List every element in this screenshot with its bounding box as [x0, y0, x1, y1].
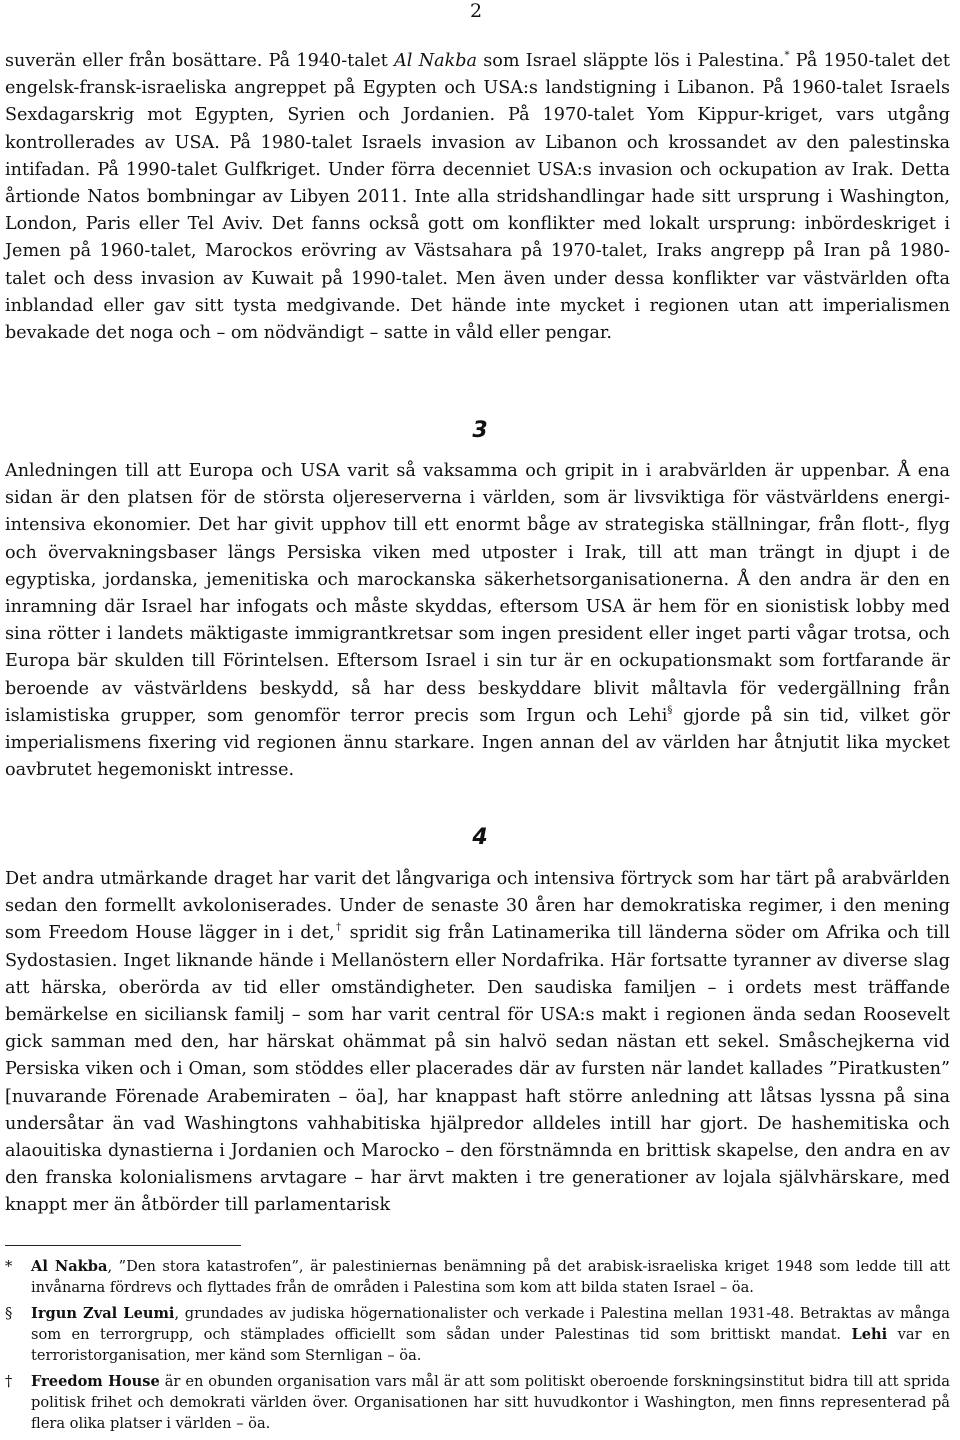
footnote-mark: §	[5, 1305, 13, 1322]
paragraph-section-4	[5, 866, 950, 1220]
footnote-term-lehi: Lehi	[851, 1326, 888, 1343]
footnote-term: Al Nakba	[31, 1258, 108, 1275]
footnote-text	[31, 1371, 950, 1434]
footnote-text	[31, 1303, 950, 1366]
paragraph-text: spridit sig från Latinamerika till länderna söder om Afrika och till Sydostasien. Inget liknande hände i Mellanöstern eller Nordafrika. Här fortsatte tyranner av diverse slag att härska, oberörda av tid eller omständigheter. Den saudiska familjen – i ordets mest träffande bemärkelse en siciliansk familj – som har varit central för USA:s makt i regionen ända sedan Roosevelt gick samman med den, har härskat ohämmat på sin halvö sedan nästan ett sekel. Småschejkerna vid Persiska viken och i Oman, som stöddes eller placerades där av fursten när landet kallades ”Piratkusten” [nuvarande Förenade Arabemiraten – öa], har knappast haft större anledning att låtsas lyssna på sina undersåtar än vad Washingtons vahhabitiska hjälpredor alldeles intill har gjort. De hashemitiska och alaouitiska dynastierna i Jordanien och Marocko – den förstnämnda en brittisk skapelse, den andra en av den franska kolonialismens arvtagare – har ärvt makten i tre generationer av lojala självhärskare, med knappt mer än åtbörder till parlamentarisk	[5, 923, 951, 1216]
footnote-mark: †	[5, 1373, 13, 1390]
footnote-mark-dagger[interactable]: †	[334, 922, 343, 934]
footnote-term: Freedom House	[31, 1373, 160, 1390]
paragraph-text: som Israel släppte lös i Palestina.	[476, 51, 785, 71]
footnote-body: , ”Den stora katastrofen”, är palestiniernas benämning på det arabisk-israeliska kriget 1948 som ledde till att invånarna fördrevs och flyttades från de områden i Palestina som kom att bilda staten Israel – öa.	[31, 1258, 950, 1296]
footnote-mark: *	[5, 1258, 13, 1275]
footnote-irgun	[5, 1303, 950, 1366]
footnote-term: Irgun Zval Leumi	[31, 1305, 175, 1322]
footnote-mark-section[interactable]: §	[667, 704, 673, 716]
paragraph-conflicts	[5, 48, 950, 347]
section-heading-3: 3	[472, 418, 488, 443]
footnote-text	[31, 1256, 950, 1298]
footnote-al-nakba	[5, 1256, 950, 1298]
paragraph-section-3	[5, 458, 950, 784]
emphasis-al-nakba: Al Nakba	[394, 51, 477, 71]
footnote-body: , grundades av judiska högernationalister och verkade i Palestina mellan 1931-48. Betraktas av många som en terrorgrupp, och stämplades officiellt som sådan under Palestinas tid som brittiskt mandat.	[31, 1305, 950, 1343]
page-number: 2	[470, 0, 483, 22]
footnotes	[5, 1256, 950, 1439]
footnote-mark-asterisk[interactable]: *	[784, 50, 790, 61]
section-heading-4: 4	[472, 825, 488, 850]
footnote-body: var en terroristorganisation, mer känd som Sternligan – öa.	[31, 1326, 950, 1364]
footnote-divider	[5, 1245, 241, 1246]
footnote-freedom-house	[5, 1371, 950, 1434]
paragraph-text: Anledningen till att Europa och USA varit så vaksamma och gripit in i arabvärlden är uppenbar. Å ena sidan är den platsen för de största oljereserverna i världen, som är livsviktiga för västvärldens energi-intensiva ekonomier. Det har givit upphov till ett enormt båge av strategiska ställningar, från flott-, flyg och övervakningsbaser längs Persiska viken med utposter i Irak, till att man trängt in djupt i de egyptiska, jordanska, jemenitiska och marockanska säkerhetsorganisationerna. Å den andra är den en inramning där Israel har infogats och måste skyddas, eftersom USA är hem för en sionistisk lobby med sina rötter i landets mäktigaste immigrantkretsar som ingen president eller inget parti vågar trotsa, och Europa bär skulden till Förintelsen. Eftersom Israel i sin tur är en ockupationsmakt som fortfarande är beroende av västvärldens beskydd, så har dess beskyddare blivit måltavla för vedergällning från islamistiska grupper, som genomför terror precis som Irgun och Lehi	[5, 461, 950, 726]
paragraph-text: gjorde på sin tid, vilket gör imperialismens fixering vid regionen ännu starkare. Ingen annan del av världen har åtnjutit lika mycket oavbrutet hegemoniskt intresse.	[5, 705, 951, 781]
paragraph-text: Det andra utmärkande draget har varit det långvariga och intensiva förtryck som har tärt på arabvärlden sedan den formellt avkoloniserades. Under de senaste 30 åren har demokratiska regimer, i den mening som Freedom House lägger in i det,	[5, 869, 950, 944]
paragraph-text: suverän eller från bosättare. På 1940-talet	[5, 51, 395, 71]
paragraph-text: På 1950-talet det engelsk-fransk-israeliska angreppet på Egypten och USA:s landstigning i Libanon. På 1960-talet Israels Sexdagarskrig mot Egypten, Syrien och Jordanien. På 1970-talet Yom Kippur-kriget, vars utgång kontrollerades av USA. På 1980-talet Israels invasion av Libanon och krossandet av den palestinska intifadan. På 1990-talet Gulfkriget. Under förra decenniet USA:s invasion och ockupation av Irak. Detta årtionde Natos bombningar av Libyen 2011. Inte alla stridshandlingar hade sitt ursprung i Washington, London, Paris eller Tel Aviv. Det fanns också gott om konflikter med lokalt ursprung: inbördeskriget i Jemen på 1960-talet, Marockos erövring av Västsahara på 1970-talet, Iraks angrepp på Iran på 1980-talet och dess invasion av Kuwait på 1990-talet. Men även under dessa konflikter var västvärlden ofta inblandad eller gav sitt tysta medgivande. Det hände inte mycket i regionen utan att imperialismen bevakade det noga och – om nödvändigt – satte in våld eller pengar.	[5, 51, 950, 344]
footnote-body: är en obunden organisation vars mål är att som politiskt oberoende forskningsinstitut bidra till att sprida politisk frihet och demokrati världen över. Organisationen har sitt huvudkontor i Washington, men finns representerad på flera olika platser i världen – öa.	[31, 1373, 950, 1432]
